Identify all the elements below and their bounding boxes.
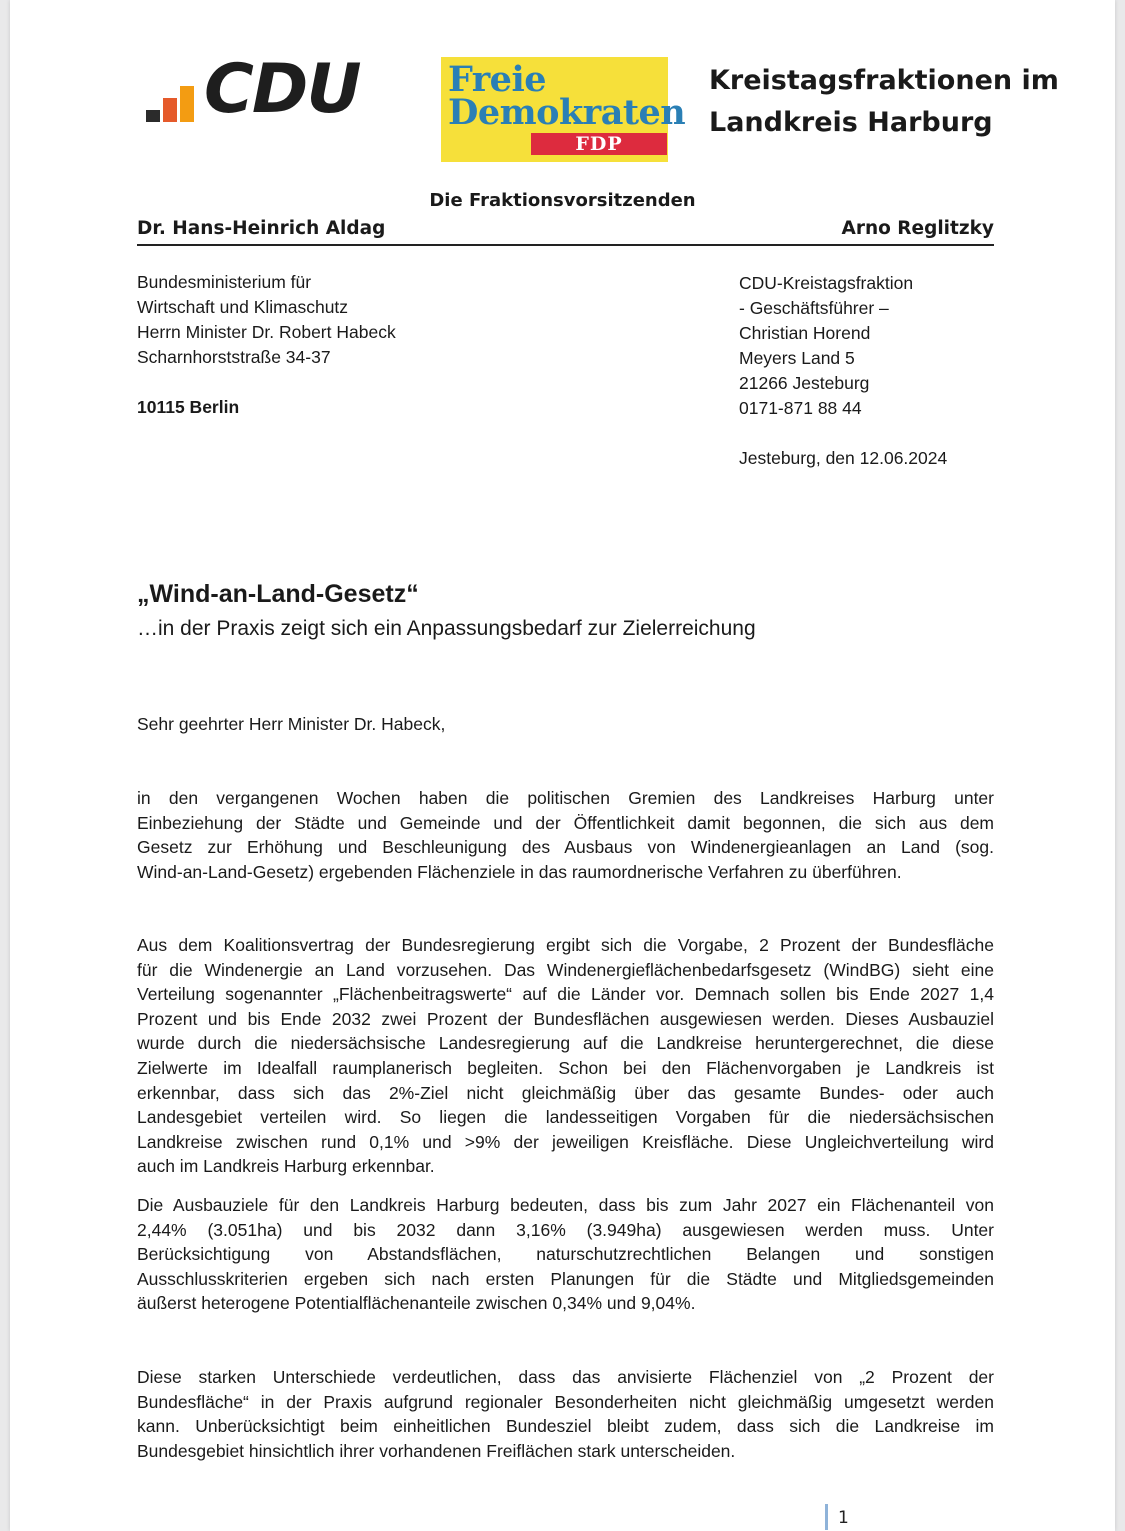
page-number-marker (825, 1504, 828, 1530)
paragraph-line: Bundesgebiet hinsichtlich ihrer vorhandenen Freiflächen stark unterscheiden. (137, 1440, 736, 1461)
paragraph-line: für die Windenergie an Land vorzusehen. Das Windenergieflächenbedarfsgesetz (WindBG) sieht eine (137, 959, 994, 980)
paragraph-line: kann. Unberücksichtigt beim einheitlichen Bundesziel bleibt zudem, dass sich die Landkreise im (137, 1416, 994, 1437)
paragraph-line: auch im Landkreis Harburg erkennbar. (137, 1156, 435, 1177)
body-paragraph (137, 1365, 994, 1463)
recipient-city: 10115 Berlin (137, 397, 240, 417)
paragraph-line: Prozent und bis Ende 2032 zwei Prozent der Bundesflächen ausgewiesen werden. Dieses Ausbauziel (137, 1008, 994, 1029)
paragraph-line: äußerst heterogene Potentialflächenanteile zwischen 0,34% und 9,04%. (137, 1293, 696, 1314)
paragraph-line: Bundesfläche“ in der Praxis aufgrund regionaler Besonderheiten nicht gleichmäßig umgesetzt werden (137, 1391, 994, 1412)
letterhead-title (709, 60, 1059, 144)
sender-address (739, 271, 947, 471)
cdu-logo-text: CDU (204, 50, 360, 129)
letter-salutation: Sehr geehrter Herr Minister Dr. Habeck, (137, 714, 446, 734)
paragraph-line: Berücksichtigung von Abstandsflächen, naturschutzrechtlichen Belangen und sonstigen (137, 1244, 994, 1265)
paragraph-line: Landesgebiet verteilen wird. So liegen die landesseitigen Vorgaben für die niedersächsischen (137, 1107, 994, 1128)
body-paragraph (137, 1193, 994, 1316)
fdp-logo-line2: Demokraten (448, 92, 686, 133)
paragraph-line: Die Ausbauziele für den Landkreis Harburg bedeuten, dass bis zum Jahr 2027 ein Flächenanteil von (137, 1195, 994, 1215)
sender-line: Meyers Land 5 (739, 348, 855, 368)
paragraph-line: Verteilung sogenannter „Flächenbeitragswerte“ auf die Länder vor. Demnach sollen bis Ende 2027 1,4 (137, 984, 994, 1005)
cdu-bar (163, 98, 177, 122)
letter-subject: „Wind-an-Land-Gesetz“ (137, 580, 419, 608)
recipient-line: Wirtschaft und Klimaschutz (137, 297, 349, 317)
paragraph-line: wurde durch die niedersächsische Landesregierung auf die Landkreise heruntergerechnet, die diese (137, 1033, 994, 1054)
recipient-address (137, 270, 396, 420)
cdu-bars-icon (146, 82, 204, 122)
paragraph-line: in den vergangenen Wochen haben die politischen Gremien des Landkreises Harburg unter (137, 788, 994, 808)
fdp-logo-bar: FDP (531, 133, 667, 155)
sender-line: Christian Horend (739, 323, 871, 343)
recipient-line: Scharnhorststraße 34-37 (137, 347, 331, 367)
chairperson-right: Arno Reglitzky (841, 218, 994, 239)
paragraph-line: Einbeziehung der Städte und Gemeinde und der Öffentlichkeit damit begonnen, die sich aus dem (137, 812, 994, 833)
body-paragraph (137, 933, 994, 1179)
paragraph-line: Wind-an-Land-Gesetz) ergebenden Flächenziele in das raumordnerische Verfahren zu überführen. (137, 861, 902, 882)
paragraph-line: Ausschlusskriterien ergeben sich nach ersten Planungen für die Städte und Mitgliedsgemeinden (137, 1268, 994, 1289)
chairperson-left: Dr. Hans-Heinrich Aldag (137, 218, 386, 239)
letterhead-title-line2: Landkreis Harburg (709, 107, 993, 138)
fdp-logo (441, 57, 686, 162)
paragraph-line: Gesetz zur Erhöhung und Beschleunigung des Ausbaus von Windenergieanlagen an Land (sog. (137, 837, 994, 858)
page-number: 1 (838, 1508, 849, 1528)
sender-line: 21266 Jesteburg (739, 373, 870, 393)
recipient-line: Bundesministerium für (137, 272, 312, 292)
paragraph-line: 2,44% (3.051ha) und bis 2032 dann 3,16% (3.949ha) ausgewiesen werden muss. Unter (137, 1219, 994, 1240)
cdu-logo (146, 50, 391, 130)
paragraph-line: erkennbar, dass sich das 2%-Ziel nicht gleichmäßig über das gesamte Bundes- oder auch (137, 1082, 994, 1103)
letter-subline: …in der Praxis zeigt sich ein Anpassungsbedarf zur Zielerreichung (137, 617, 756, 640)
chairpersons-heading: Die Fraktionsvorsitzenden (429, 190, 696, 211)
paragraph-line: Diese starken Unterschiede verdeutlichen, dass das anvisierte Flächenziel von „2 Prozent der (137, 1367, 994, 1387)
cdu-bar (146, 110, 160, 122)
paragraph-line: Aus dem Koalitionsvertrag der Bundesregierung ergibt sich die Vorgabe, 2 Prozent der Bundesfläche (137, 935, 994, 955)
letterhead-title-line1: Kreistagsfraktionen im (709, 65, 1059, 96)
body-paragraph (137, 786, 994, 884)
header-divider (137, 244, 994, 246)
sender-line: CDU-Kreistagsfraktion (739, 273, 914, 293)
cdu-bar (180, 86, 194, 122)
recipient-line: Herrn Minister Dr. Robert Habeck (137, 322, 396, 342)
paragraph-line: Zielwerte im Idealfall raumplanerisch begleiten. Schon bei den Flächenvorgaben je Landkreis ist (137, 1057, 994, 1078)
fdp-logo-line1: Freie (448, 59, 547, 100)
paragraph-line: Landkreise zwischen rund 0,1% und >9% der jeweiligen Kreisfläche. Diese Ungleichverteilung wird (137, 1131, 994, 1152)
sender-line: - Geschäftsführer – (739, 298, 889, 318)
sender-line: 0171-871 88 44 (739, 398, 862, 418)
letter-date: Jesteburg, den 12.06.2024 (739, 448, 948, 468)
